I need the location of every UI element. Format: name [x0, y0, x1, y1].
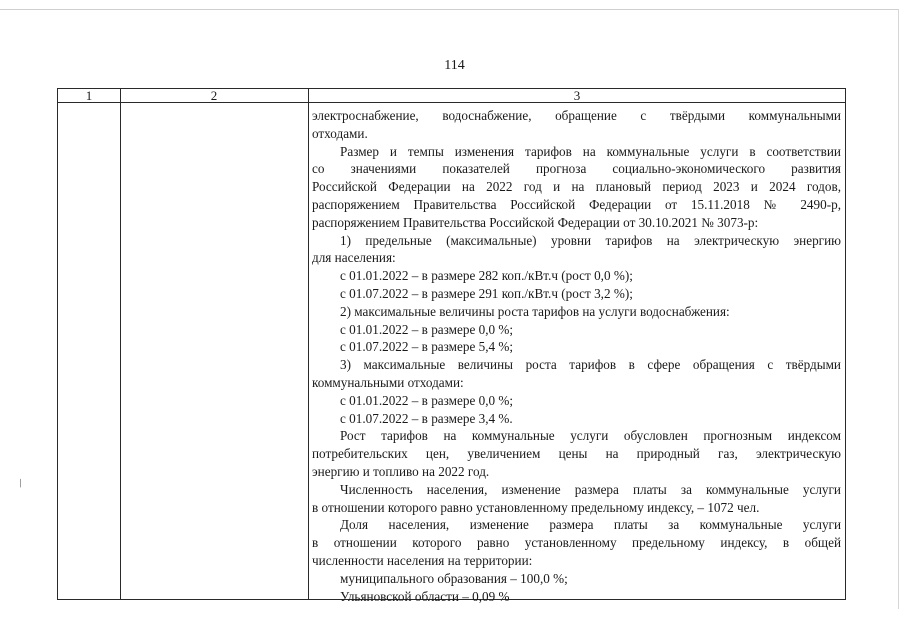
text-line: с 01.01.2022 – в размере 0,0 %;	[340, 392, 514, 408]
text-line: 1) предельные (максимальные) уровни тарифов на электрическую энергию	[340, 232, 841, 248]
text-line: распоряжением Правительства Российской Федерации от 30.10.2021 № 3073-р:	[312, 214, 759, 230]
document-table	[57, 88, 846, 604]
column-header-3: 3	[573, 88, 581, 103]
text-line: Российской Федерации на 2022 год и на плановый период 2023 и 2024 годов,	[312, 179, 841, 195]
margin-pen-mark: /	[16, 475, 25, 491]
text-line: потребительских цен, увеличением цены на природный газ, электрическую	[312, 446, 841, 462]
column-3-text	[312, 107, 841, 605]
scan-edge-right	[898, 9, 899, 609]
page-number: 114	[444, 58, 465, 73]
text-line: с 01.01.2022 – в размере 0,0 %;	[340, 321, 514, 337]
text-line: с 01.01.2022 – в размере 282 коп./кВт.ч (рост 0,0 %);	[340, 268, 633, 284]
text-line: численности населения на территории:	[312, 552, 533, 568]
text-line: для населения:	[312, 250, 396, 266]
text-line: распоряжением Правительства Российской Федерации от 15.11.2018 № 2490-р,	[312, 196, 841, 212]
column-divider-1	[120, 89, 121, 599]
text-line: Размер и темпы изменения тарифов на коммунальные услуги в соответствии	[340, 143, 841, 159]
scan-edge-top	[0, 9, 898, 10]
text-line: в отношении которого равно установленному предельному индексу, – 1072 чел.	[312, 499, 760, 515]
text-line: муниципального образования – 100,0 %;	[340, 570, 568, 586]
text-line: коммунальными отходами:	[312, 374, 464, 390]
column-header-1: 1	[85, 88, 93, 103]
text-line: с 01.07.2022 – в размере 5,4 %;	[340, 339, 514, 355]
table-header-row	[58, 89, 845, 103]
text-line: со значениями показателей прогноза социально-экономического развития	[312, 161, 841, 177]
text-line: Доля населения, изменение размера платы за коммунальные услуги	[340, 517, 841, 533]
text-line: 2) максимальные величины роста тарифов на услуги водоснабжения:	[340, 303, 730, 319]
text-line: энергию и топливо на 2022 год.	[312, 463, 490, 479]
text-line: с 01.07.2022 – в размере 291 коп./кВт.ч (рост 3,2 %);	[340, 285, 633, 301]
text-line: с 01.07.2022 – в размере 3,4 %.	[340, 410, 513, 426]
text-line: отходами.	[312, 125, 368, 141]
text-line: Ульяновской области – 0,09 %	[340, 588, 510, 604]
text-line: электроснабжение, водоснабжение, обращение с твёрдыми коммунальными	[312, 108, 841, 123]
text-line: Рост тарифов на коммунальные услуги обусловлен прогнозным индексом	[340, 428, 841, 444]
text-line: Численность населения, изменение размера платы за коммунальные услуги	[340, 481, 841, 497]
column-header-2: 2	[210, 88, 218, 103]
text-line: 3) максимальные величины роста тарифов в сфере обращения с твёрдыми	[340, 357, 841, 373]
text-line: в отношении которого равно установленному предельному индексу, в общей	[312, 535, 841, 551]
column-divider-2	[308, 89, 309, 599]
